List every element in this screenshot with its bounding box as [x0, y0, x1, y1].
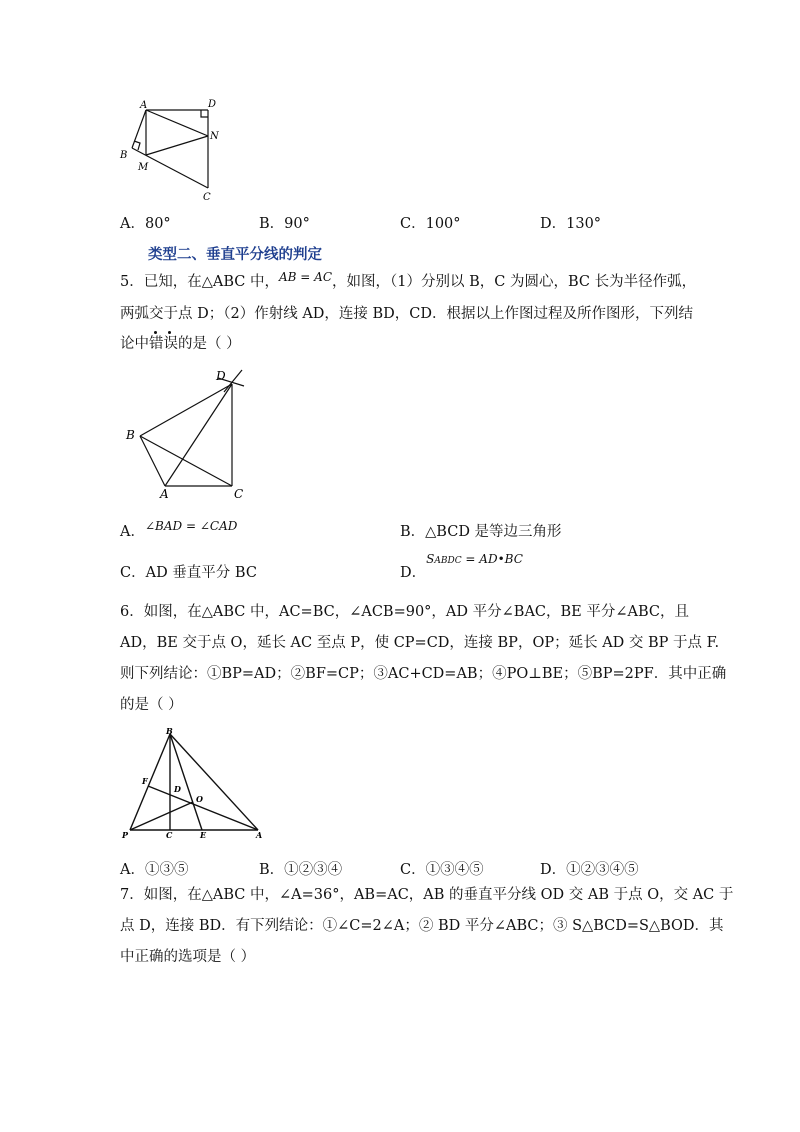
q5-option-a	[120, 520, 237, 541]
label-D: D	[174, 784, 181, 794]
label-B: B	[120, 150, 128, 161]
section-heading: 类型二、垂直平分线的判定	[148, 247, 322, 263]
right-angle-D	[201, 110, 208, 117]
label-D: D	[216, 369, 226, 383]
segment-AN	[146, 110, 208, 136]
label-E: E	[200, 830, 207, 840]
label-N: N	[210, 131, 219, 142]
q5-figure	[120, 364, 256, 506]
segment-BE	[170, 734, 202, 830]
label-O: O	[196, 794, 203, 804]
q5-line1-rest: ，如图，（1）分别以 B，C 为圆心，BC 长为半径作弧，	[332, 274, 697, 290]
q5-line1	[120, 272, 696, 292]
q4-option-c: C．100°	[400, 216, 461, 232]
q5-option-a-prefix: A．	[120, 524, 145, 540]
q4-figure	[112, 96, 232, 204]
label-C: C	[234, 487, 244, 501]
q5-line2: 两弧交于点 D；（2）作射线 AD，连接 BD，CD．根据以上作图过程及所作图形，下列结	[120, 306, 694, 322]
segment-MN	[146, 136, 208, 155]
q7-line1: 7．如图，在△ABC 中，∠A=36°，AB=AC，AB 的垂直平分线 OD 交 AB 于点 O，交 AC 于	[120, 887, 734, 903]
q6-line4: 的是（ ）	[120, 697, 183, 713]
label-P: P	[122, 830, 129, 840]
q6-option-c: C．①③④⑤	[400, 862, 484, 878]
segment-BA	[140, 436, 165, 486]
q6-line2: AD，BE 交于点 O，延长 AC 至点 P，使 CP=CD，连接 BP，OP；延长 AD 交 BP 于点 F.	[120, 635, 720, 651]
label-A: A	[140, 100, 148, 111]
q6-line3: 则下列结论：①BP=AD；②BF=CP；③AC+CD=AB；④PO⊥BE；⑤BP=2PF．其中正确	[120, 666, 727, 682]
segment-BC	[140, 436, 232, 486]
label-C: C	[203, 192, 211, 203]
q6-line1: 6．如图，在△ABC 中，AC=BC，∠ACB=90°，AD 平分∠BAC，BE 平分∠ABC，且	[120, 604, 689, 620]
right-angle-B	[134, 141, 140, 150]
q6-figure	[116, 726, 272, 842]
label-C: C	[166, 830, 173, 840]
area-symbol: S	[426, 552, 435, 566]
q4-option-d: D．130°	[540, 216, 602, 232]
label-B: B	[166, 726, 173, 736]
q5-option-b: B．△BCD 是等边三角形	[400, 524, 562, 540]
label-A: A	[160, 487, 169, 501]
area-formula: = AD•BC	[465, 552, 523, 566]
q5-option-a-math: ∠BAD = ∠CAD	[144, 519, 238, 533]
area-subscript: ABDC	[434, 556, 462, 566]
q5-option-d	[400, 552, 523, 582]
label-D: D	[208, 99, 217, 110]
q5-option-c: C．AD 垂直平分 BC	[120, 565, 257, 581]
label-M: M	[138, 162, 149, 173]
q4-option-b: B．90°	[259, 216, 310, 232]
label-A: A	[256, 830, 263, 840]
q4-option-a: A．80°	[120, 216, 171, 232]
label-B: B	[126, 428, 135, 442]
q5-option-d-math	[426, 552, 523, 566]
q7-line2: 点 D，连接 BD．有下列结论：①∠C=2∠A；② BD 平分∠ABC；③ S△BCD=S△BOD．其	[120, 918, 724, 934]
q5-line1-start: 5．已知，在△ABC 中，	[120, 274, 279, 290]
q6-option-d: D．①②③④⑤	[540, 862, 639, 878]
q5-line1-eq: AB = AC	[278, 270, 332, 284]
q5-option-d-prefix: D．	[400, 565, 427, 581]
q6-option-a: A．①③⑤	[120, 862, 189, 878]
segment-DB	[140, 384, 232, 436]
label-F: F	[142, 776, 148, 786]
q7-line3: 中正确的选项是（ ）	[120, 949, 256, 965]
q5-line3: 论中错误的是（ ）	[120, 336, 241, 352]
segment-FA	[148, 786, 258, 830]
segment-BA	[170, 734, 258, 830]
segment-DA	[165, 384, 232, 486]
q6-option-b: B．①②③④	[259, 862, 343, 878]
